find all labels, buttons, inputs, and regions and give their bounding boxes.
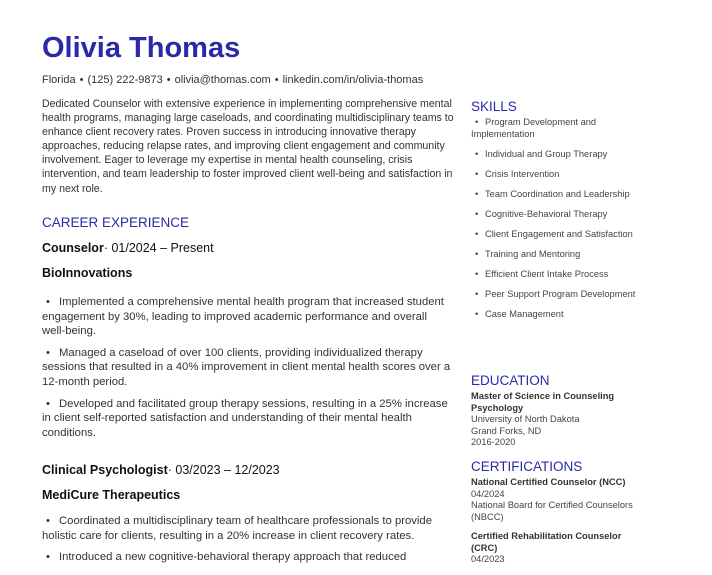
bullet-dot-icon: • (46, 551, 50, 564)
bullet-dot-icon: • (475, 189, 479, 199)
separator: • (166, 74, 171, 86)
skill-item: • Team Coordination and Leadership (471, 188, 641, 200)
contact-email[interactable]: olivia@thomas.com (174, 74, 271, 86)
bullet-dot-icon: • (475, 149, 479, 159)
job-title-line (42, 463, 280, 477)
job-company: MediCure Therapeutics (42, 488, 181, 502)
skills-list (471, 116, 641, 320)
skills-section (471, 116, 641, 328)
skill-item: • Case Management (471, 308, 641, 320)
skill-item: • Cognitive-Behavioral Therapy (471, 208, 641, 220)
bullet-dot-icon: • (46, 515, 50, 527)
education-heading: EDUCATION (471, 373, 550, 388)
separator: • (79, 74, 84, 86)
skill-item: • Peer Support Program Development (471, 288, 641, 300)
contact-linkedin[interactable]: linkedin.com/in/olivia-thomas (282, 74, 424, 86)
job-bullet: • Implemented a comprehensive mental health program that increased student engagement by 30%, leading to improved academic performance and overall well-being. (42, 296, 444, 338)
job-company: BioInnovations (42, 266, 133, 280)
contact-location: Florida (42, 74, 76, 86)
certification-date: 04/2023 (471, 554, 505, 564)
skills-heading: SKILLS (471, 99, 517, 114)
bullet-dot-icon: • (46, 397, 50, 410)
bullet-dot-icon: • (46, 346, 50, 359)
certifications-section (471, 477, 641, 566)
certification-name: Certified Rehabilitation Counselor (CRC) (471, 531, 622, 553)
bullet-dot-icon: • (475, 249, 479, 259)
contact-line (42, 74, 423, 86)
bullet-dot-icon: • (475, 169, 479, 179)
bullet-dot-icon: • (475, 117, 479, 127)
job-bullet: • Managed a caseload of over 100 clients, providing individualized therapy sessions that resulted in a 40% improvement in client mental health scores over a 12-month period. (42, 346, 451, 388)
education-school: University of North Dakota (471, 414, 580, 424)
bullet-dot-icon: • (475, 229, 479, 239)
job-dates: · 03/2023 – 12/2023 (167, 463, 280, 477)
skill-item: • Program Development and Implementation (471, 117, 597, 139)
contact-phone: (125) 222-9873 (87, 74, 163, 86)
separator: • (274, 74, 279, 86)
job-role: Counselor (42, 241, 104, 255)
job-bullet: • Introduced a new cognitive-behavioral therapy approach that reduced (42, 550, 452, 565)
career-experience-heading: CAREER EXPERIENCE (42, 215, 190, 230)
bullet-dot-icon: • (475, 269, 479, 279)
education-years: 2016-2020 (471, 437, 516, 447)
certification-date: 04/2024 (471, 488, 505, 499)
skill-item: • Training and Mentoring (471, 248, 641, 260)
job-role: Clinical Psychologist (42, 463, 168, 477)
skill-item: • Efficient Client Intake Process (471, 268, 641, 280)
education-section (471, 391, 641, 449)
certification-item (471, 477, 641, 523)
job-title-line (42, 241, 214, 255)
skill-item: • Individual and Group Therapy (471, 148, 641, 160)
skill-item: • Client Engagement and Satisfaction (471, 228, 641, 240)
skill-item: • Crisis Intervention (471, 168, 641, 180)
candidate-name: Olivia Thomas (42, 32, 241, 64)
certifications-heading: CERTIFICATIONS (471, 459, 583, 474)
job-dates: · 01/2024 – Present (103, 241, 214, 255)
bullet-dot-icon: • (475, 309, 479, 319)
bullet-dot-icon: • (475, 209, 479, 219)
bullet-dot-icon: • (46, 296, 50, 308)
certification-name: National Certified Counselor (NCC) (471, 477, 626, 487)
summary-paragraph: Dedicated Counselor with extensive experience in implementing comprehensive mental health programs, managing large caseloads, and coordinating multidisciplinary teams to enhance client recovery rates. Proven success in introducing innovative therapy approaches, reducing relapse rates, and improving client engagement and community involvement. Eager to leverage my expertise in mental health counseling, crisis intervention, and team leadership to foster improved client well-being and satisfaction in my next role. (42, 98, 454, 195)
education-location: Grand Forks, ND (471, 425, 542, 436)
certification-item (471, 531, 641, 566)
job-bullet: • Developed and facilitated group therapy sessions, resulting in a 25% increase in client self-reported satisfaction and understanding of their mental health conditions. (42, 397, 448, 439)
job-bullet: • Coordinated a multidisciplinary team of healthcare professionals to provide holistic care for clients, resulting in a 20% increase in client recovery rates. (42, 515, 432, 542)
job-bullets (42, 514, 452, 572)
bullet-dot-icon: • (475, 289, 479, 299)
certification-issuer: National Board for Certified Counselors (NBCC) (471, 500, 633, 522)
job-bullets (42, 295, 452, 447)
education-degree: Master of Science in Counseling Psychology (471, 391, 615, 413)
